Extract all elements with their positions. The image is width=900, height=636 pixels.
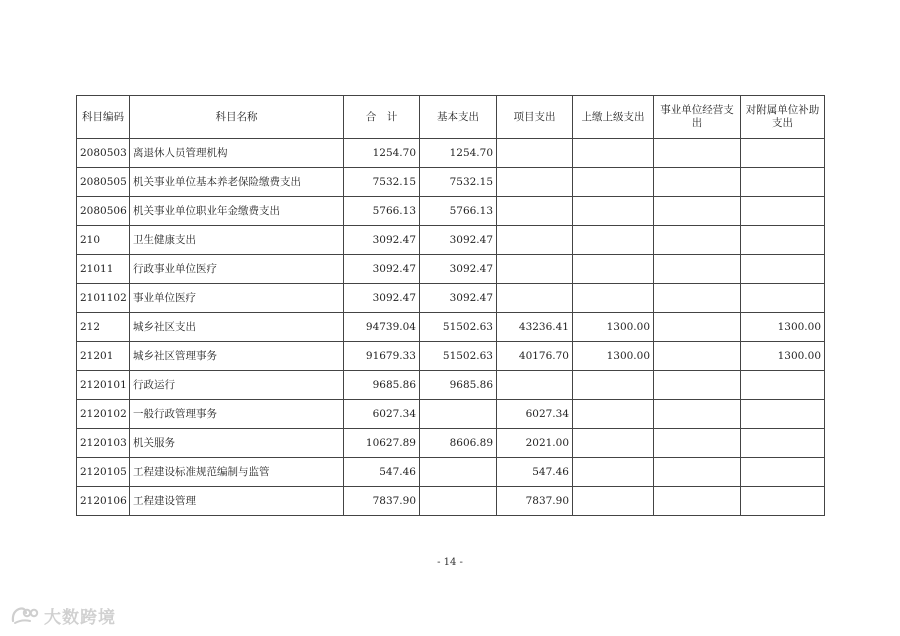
cell-basic: 3092.47: [420, 226, 497, 255]
cell-operating: [654, 139, 741, 168]
cell-code: 2101102: [77, 284, 130, 313]
cell-name: 一般行政管理事务: [130, 400, 344, 429]
cell-total: 5766.13: [344, 197, 420, 226]
cell-operating: [654, 487, 741, 516]
cell-upper: [573, 429, 654, 458]
header-name: 科目名称: [130, 96, 344, 139]
watermark: [10, 602, 116, 628]
cell-code: 2120101: [77, 371, 130, 400]
cell-upper: 1300.00: [573, 313, 654, 342]
cell-project: 40176.70: [497, 342, 573, 371]
cell-code: 2120105: [77, 458, 130, 487]
cell-project: [497, 255, 573, 284]
cell-project: 7837.90: [497, 487, 573, 516]
cell-subsidy: 1300.00: [741, 342, 825, 371]
table-row: [77, 139, 825, 168]
cell-operating: [654, 168, 741, 197]
cell-project: 6027.34: [497, 400, 573, 429]
cell-name: 城乡社区管理事务: [130, 342, 344, 371]
cell-project: [497, 284, 573, 313]
cell-code: 2080503: [77, 139, 130, 168]
cell-upper: [573, 168, 654, 197]
table-row: [77, 487, 825, 516]
cell-operating: [654, 342, 741, 371]
cell-upper: [573, 458, 654, 487]
cell-basic: 51502.63: [420, 313, 497, 342]
cell-project: [497, 168, 573, 197]
cell-basic: 3092.47: [420, 255, 497, 284]
page-number: - 14 -: [437, 557, 463, 568]
cell-subsidy: [741, 139, 825, 168]
cell-total: 94739.04: [344, 313, 420, 342]
cell-name: 机关服务: [130, 429, 344, 458]
table-row: [77, 371, 825, 400]
cell-name: 工程建设管理: [130, 487, 344, 516]
cell-code: 2120102: [77, 400, 130, 429]
cell-subsidy: [741, 226, 825, 255]
cell-project: [497, 139, 573, 168]
cell-subsidy: [741, 487, 825, 516]
cell-basic: 8606.89: [420, 429, 497, 458]
cell-code: 2120103: [77, 429, 130, 458]
cell-upper: [573, 284, 654, 313]
cell-name: 卫生健康支出: [130, 226, 344, 255]
cell-total: 3092.47: [344, 255, 420, 284]
cell-total: 3092.47: [344, 284, 420, 313]
header-total: 合 计: [344, 96, 420, 139]
cell-code: 210: [77, 226, 130, 255]
cell-operating: [654, 400, 741, 429]
cell-subsidy: [741, 197, 825, 226]
header-upper: 上缴上级支出: [573, 96, 654, 139]
cell-name: 行政事业单位医疗: [130, 255, 344, 284]
cell-basic: 5766.13: [420, 197, 497, 226]
header-operating: 事业单位经营支出: [654, 96, 741, 139]
cell-name: 工程建设标准规范编制与监管: [130, 458, 344, 487]
cell-name: 机关事业单位职业年金缴费支出: [130, 197, 344, 226]
cell-basic: 3092.47: [420, 284, 497, 313]
cell-operating: [654, 284, 741, 313]
table-row: [77, 400, 825, 429]
cell-total: 6027.34: [344, 400, 420, 429]
cell-name: 事业单位医疗: [130, 284, 344, 313]
cell-project: 547.46: [497, 458, 573, 487]
cell-total: 9685.86: [344, 371, 420, 400]
cell-project: [497, 197, 573, 226]
table-row: [77, 168, 825, 197]
cell-subsidy: 1300.00: [741, 313, 825, 342]
cell-upper: [573, 400, 654, 429]
cell-subsidy: [741, 168, 825, 197]
cell-total: 1254.70: [344, 139, 420, 168]
cell-name: 行政运行: [130, 371, 344, 400]
cell-upper: 1300.00: [573, 342, 654, 371]
cell-subsidy: [741, 458, 825, 487]
cell-basic: [420, 458, 497, 487]
cell-subsidy: [741, 284, 825, 313]
table-row: [77, 255, 825, 284]
cell-operating: [654, 458, 741, 487]
cell-operating: [654, 226, 741, 255]
cell-operating: [654, 429, 741, 458]
cell-name: 城乡社区支出: [130, 313, 344, 342]
cell-upper: [573, 255, 654, 284]
cell-upper: [573, 226, 654, 255]
header-subsidy: 对附属单位补助支出: [741, 96, 825, 139]
cell-upper: [573, 139, 654, 168]
cell-operating: [654, 255, 741, 284]
cell-total: 10627.89: [344, 429, 420, 458]
cell-total: 91679.33: [344, 342, 420, 371]
cell-operating: [654, 371, 741, 400]
cell-name: 离退休人员管理机构: [130, 139, 344, 168]
cell-code: 21201: [77, 342, 130, 371]
cell-project: [497, 371, 573, 400]
cell-subsidy: [741, 371, 825, 400]
cell-code: 212: [77, 313, 130, 342]
cell-total: 7532.15: [344, 168, 420, 197]
cell-total: 3092.47: [344, 226, 420, 255]
table-row: [77, 284, 825, 313]
header-code: 科目编码: [77, 96, 130, 139]
cell-basic: [420, 487, 497, 516]
table-row: [77, 313, 825, 342]
cell-code: 2120106: [77, 487, 130, 516]
kuajing-logo-icon: [10, 604, 40, 626]
cell-total: 547.46: [344, 458, 420, 487]
cell-code: 21011: [77, 255, 130, 284]
cell-name: 机关事业单位基本养老保险缴费支出: [130, 168, 344, 197]
cell-upper: [573, 371, 654, 400]
cell-basic: 1254.70: [420, 139, 497, 168]
table-row: [77, 197, 825, 226]
cell-operating: [654, 197, 741, 226]
table-row: [77, 429, 825, 458]
cell-project: 43236.41: [497, 313, 573, 342]
cell-basic: [420, 400, 497, 429]
header-row: [77, 96, 825, 139]
table-row: [77, 342, 825, 371]
budget-table: [76, 95, 825, 516]
watermark-text: 大数跨境: [44, 607, 116, 628]
cell-code: 2080506: [77, 197, 130, 226]
table-row: [77, 458, 825, 487]
cell-basic: 9685.86: [420, 371, 497, 400]
cell-total: 7837.90: [344, 487, 420, 516]
table-row: [77, 226, 825, 255]
cell-upper: [573, 197, 654, 226]
cell-operating: [654, 313, 741, 342]
cell-basic: 7532.15: [420, 168, 497, 197]
cell-subsidy: [741, 400, 825, 429]
table-body: [77, 139, 825, 516]
cell-subsidy: [741, 255, 825, 284]
cell-subsidy: [741, 429, 825, 458]
cell-basic: 51502.63: [420, 342, 497, 371]
cell-code: 2080505: [77, 168, 130, 197]
header-project: 项目支出: [497, 96, 573, 139]
cell-project: [497, 226, 573, 255]
cell-upper: [573, 487, 654, 516]
cell-project: 2021.00: [497, 429, 573, 458]
header-basic: 基本支出: [420, 96, 497, 139]
